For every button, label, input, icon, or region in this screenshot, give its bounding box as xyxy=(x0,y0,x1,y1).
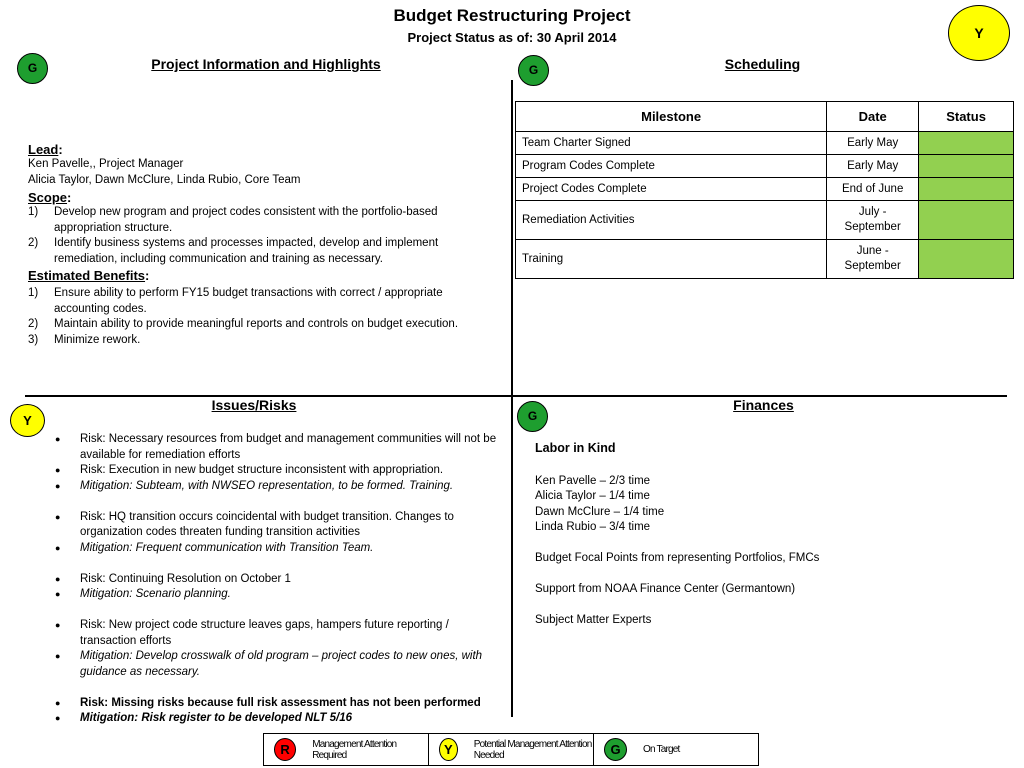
labor-heading: Labor in Kind xyxy=(535,441,616,455)
overall-status-badge: Y xyxy=(948,5,1010,61)
mitigation-item: ● Mitigation: Risk register to be developed NLT 5/16 xyxy=(55,712,353,724)
labor-line: Alicia Taylor – 1/4 time xyxy=(535,490,650,502)
risk-list xyxy=(55,432,508,727)
scheduling-status-badge: G xyxy=(518,55,549,86)
milestone-table xyxy=(515,101,1014,279)
status-cell-green xyxy=(919,201,1014,240)
scope-heading: Scope: xyxy=(28,190,72,205)
legend-red-badge: R xyxy=(274,738,296,761)
info-body xyxy=(28,142,498,348)
legend-label: Potential Management Attention Needed xyxy=(473,738,592,761)
vertical-divider xyxy=(511,80,513,717)
risk-item: ● Risk: Execution in new budget structure inconsistent with appropriation. xyxy=(55,464,444,476)
finance-line: Support from NOAA Finance Center (Germantown) xyxy=(535,583,796,595)
milestone-cell: Team Charter Signed xyxy=(516,132,827,155)
date-cell: June - September xyxy=(827,240,919,279)
finance-line: Budget Focal Points from representing Portfolios, FMCs xyxy=(535,552,820,564)
legend-label: Management Attention Required xyxy=(312,738,397,761)
benefit-item: 3) Minimize rework. xyxy=(28,333,141,346)
date-cell: Early May xyxy=(827,132,919,155)
horizontal-divider xyxy=(25,395,1007,397)
legend-label: On Target xyxy=(643,744,680,755)
benefits-heading: Estimated Benefits: xyxy=(28,268,150,283)
scheduling-heading: Scheduling xyxy=(724,56,801,72)
issues-heading: Issues/Risks xyxy=(211,397,297,413)
legend-green-badge: G xyxy=(604,738,627,761)
status-legend xyxy=(263,733,759,766)
table-row xyxy=(516,155,1014,178)
legend-item-red xyxy=(264,734,429,765)
status-cell-green xyxy=(919,155,1014,178)
scope-item: 1) Develop new program and project codes consistent with the portfolio-based appropriation structure. xyxy=(28,206,438,234)
labor-line: Dawn McClure – 1/4 time xyxy=(535,505,665,518)
milestone-cell: Program Codes Complete xyxy=(516,155,827,178)
status-cell-green xyxy=(919,240,1014,279)
table-row xyxy=(516,201,1014,240)
mitigation-item: ● Mitigation: Scenario planning. xyxy=(55,588,231,600)
page-title: Budget Restructuring Project xyxy=(393,6,631,25)
labor-line: Ken Pavelle – 2/3 time xyxy=(535,474,651,487)
mitigation-item: ● Mitigation: Frequent communication with Transition Team. xyxy=(55,541,374,554)
risk-item: ● Risk: New project code structure leaves gaps, hampers future reporting / transaction efforts xyxy=(55,619,449,647)
finance-line: Subject Matter Experts xyxy=(535,614,652,626)
date-cell: Early May xyxy=(827,155,919,178)
table-row xyxy=(516,178,1014,201)
info-heading: Project Information and Highlights xyxy=(151,56,381,72)
risk-item: ● Risk: Missing risks because full risk assessment has not been performed xyxy=(55,696,481,709)
scope-list xyxy=(28,205,498,267)
mitigation-item: ● Mitigation: Develop crosswalk of old program – project codes to new ones, with guidance as necessary. xyxy=(55,650,483,678)
column-header-milestone: Milestone xyxy=(516,102,827,132)
table-row xyxy=(516,132,1014,155)
finances-heading: Finances xyxy=(733,397,794,413)
mitigation-item: ● Mitigation: Subteam, with NWSEO representation, to be formed. Training. xyxy=(55,479,454,492)
date-cell: July - September xyxy=(827,201,919,240)
lead-heading: Lead: xyxy=(28,142,63,157)
table-header-row xyxy=(516,102,1014,132)
legend-item-green xyxy=(594,734,758,765)
legend-item-yellow xyxy=(429,734,594,765)
milestone-cell: Project Codes Complete xyxy=(516,178,827,201)
issues-status-badge: Y xyxy=(10,404,45,437)
table-row xyxy=(516,240,1014,279)
date-cell: End of June xyxy=(827,178,919,201)
lead-line: Alicia Taylor, Dawn McClure, Linda Rubio, Core Team xyxy=(28,173,301,186)
lead-line: Ken Pavelle,, Project Manager xyxy=(28,158,184,170)
status-date: Project Status as of: 30 April 2014 xyxy=(407,30,617,45)
benefits-list xyxy=(28,286,498,348)
status-cell-green xyxy=(919,178,1014,201)
legend-yellow-badge: Y xyxy=(439,738,458,761)
finances-status-badge: G xyxy=(517,401,548,432)
column-header-date: Date xyxy=(827,102,919,132)
risk-item: ● Risk: Continuing Resolution on October 1 xyxy=(55,572,291,585)
milestone-cell: Training xyxy=(516,240,827,279)
info-status-badge: G xyxy=(17,53,48,84)
benefit-item: 2) Maintain ability to provide meaningful reports and controls on budget execution. xyxy=(28,318,459,330)
milestone-cell: Remediation Activities xyxy=(516,201,827,240)
scope-item: 2) Identify business systems and processes impacted, develop and implement remediation, including communication and training as necessary. xyxy=(28,237,439,265)
risk-item: ● Risk: Necessary resources from budget and management communities will not be available for remediation efforts xyxy=(55,433,497,461)
finances-body xyxy=(535,441,995,629)
risk-item: ● Risk: HQ transition occurs coincidental with budget transition. Changes to organization codes threaten funding transition activities xyxy=(55,510,454,538)
labor-line: Linda Rubio – 3/4 time xyxy=(535,521,651,533)
column-header-status: Status xyxy=(919,102,1014,132)
status-cell-green xyxy=(919,132,1014,155)
benefit-item: 1) Ensure ability to perform FY15 budget transactions with correct / appropriate accounting codes. xyxy=(28,287,443,315)
